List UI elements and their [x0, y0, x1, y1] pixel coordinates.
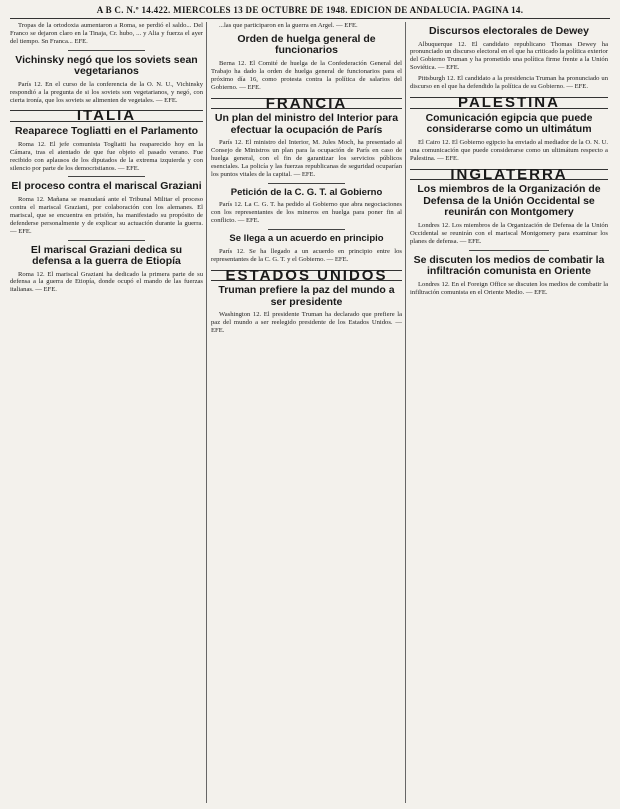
article-text: Roma 12. Mañana se reanudará ante el Tribunal Militar el proceso contra el mariscal Graziani, por colaboración con los alemanes. El mariscal, que se encuentra en prisión, ha manifestado su propósito de defenderse personalmente y de explicar su actuación durante la guerra. — EFE.	[10, 195, 203, 235]
headline: El proceso contra el mariscal Graziani	[11, 180, 202, 193]
article-text: Albuquerque 12. El candidato republicano Thomas Dewey ha pronunciado un discurso electoral en el que ha criticado la política exterior del Gobierno Truman y ha prometido una política firme frente a la Unión Soviética. — EFE.	[410, 40, 608, 72]
section-title: FRANCIA	[211, 98, 402, 110]
headline: Petición de la C. G. T. al Gobierno	[230, 186, 383, 198]
headline: Vichinsky negó que los soviets sean vegetarianos	[15, 53, 198, 78]
column-rule	[405, 22, 406, 803]
headline: Un plan del ministro del Interior para efectuar la ocupación de París	[214, 112, 399, 136]
article-text: París 12. La C. G. T. ha pedido al Gobierno que abra negociaciones con los representantes de los mineros en huelga para poner fin al conflicto. — EFE.	[211, 201, 402, 225]
article-text: París 12. Se ha llegado a un acuerdo en principio entre los representantes de la C. G. T. y el Gobierno. — EFE.	[211, 247, 402, 263]
headline: Comunicación egipcia que puede considerarse como un ultimátum	[425, 111, 593, 136]
headline: Se llega a un acuerdo en principio	[229, 233, 384, 245]
article-text: Tropas de la ortodoxia aumentaron a Roma, se perdió el saldo... Del Franco se dejaron claro en la Tinaja, Cr. hubo, ... y Alia y fuerza el ayer del tiempo. Sn Franca... EFE.	[10, 22, 203, 45]
article-text: El Cairo 12. El Gobierno egipcio ha enviado al mediador de la O. N. U. una comunicación que puede considerarse como un ultimátum respecto a Palestina. — EFE.	[410, 138, 608, 162]
article-text: Washington 12. El presidente Truman ha declarado que prefiere la paz del mundo a ser reelegido presidente de los Estados Unidos. — EFE.	[211, 311, 402, 335]
article-text: Roma 12. El jefe comunista Togliatti ha reaparecido hoy en la Cámara, tras el atentado de que fue objeto el pasado verano. Fue recibido con aplausos de los diputados de la extrema izquierda y con silencio por parte de los democristianos. — EFE.	[10, 140, 203, 172]
separator	[268, 183, 344, 184]
headline: Se discuten los medios de combatir la infiltración comunista en Oriente	[413, 253, 605, 278]
article-text: Pittsburgh 12. El candidato a la presidencia Truman ha pronunciado un discurso en el que ha defendido la política de su Gobierno. — EFE.	[410, 75, 608, 91]
headline: El mariscal Graziani dedica su defensa a la guerra de Etiopía	[30, 243, 183, 267]
section-title: ITALIA	[10, 110, 203, 122]
article-text: Berna 12. El Comité de huelga de la Confederación General del Trabajo ha dado la orden de huelga general de funcionarios para el próximo día 16, como protesta contra la política de salarios del Gobierno. — EFE.	[211, 59, 402, 91]
article-text: Londres 12. En el Foreign Office se discuten los medios de combatir la infiltración comunista en el Oriente Medio. — EFE.	[410, 280, 608, 296]
headline: Discursos electorales de Dewey	[429, 25, 589, 37]
separator	[68, 240, 145, 241]
section-title: PALESTINA	[410, 97, 608, 109]
headline: Truman prefiere la paz del mundo a ser presidente	[218, 284, 395, 308]
section-title: INGLATERRA	[410, 169, 608, 181]
section-title: ESTADOS UNIDOS	[211, 270, 402, 282]
separator	[469, 250, 548, 251]
headline: Reaparece Togliatti en el Parlamento	[14, 125, 199, 138]
separator	[68, 50, 145, 51]
article-text: Roma 12. El mariscal Graziani ha dedicado la primera parte de su defensa a la guerra de Etiopía, donde ocupó el mando de las fuerzas italianas. — EFE.	[10, 270, 203, 294]
column-1	[10, 22, 203, 803]
article-text: París 12. En el curso de la conferencia de la O. N. U., Vichinsky respondió a la pregunta de si los soviets son vegetarianos, y negó, con cierta ironía, que los soviets se alimenten de vegetales. — EFE.	[10, 80, 203, 104]
headline: Los miembros de la Organización de Defensa de la Unión Occidental se reunirán con Montgomery	[417, 183, 601, 219]
article-text: París 12. El ministro del Interior, M. Jules Moch, ha presentado al Consejo de Ministros un plan para la ocupación de París en caso de huelga general, con el fin de garantizar los servicios públicos esenciales. La policía y las fuerzas republicanas de seguridad ocuparían los puntos vitales de la capital. — EFE.	[211, 139, 402, 179]
column-2	[211, 22, 402, 803]
headline: Orden de huelga general de funcionarios	[237, 32, 376, 57]
separator	[268, 229, 344, 230]
separator	[68, 176, 145, 177]
column-rule	[206, 22, 207, 803]
column-3	[410, 22, 608, 803]
article-text: ...las que participaron en la guerra en Argel. — EFE.	[219, 22, 358, 29]
article-text: Londres 12. Los miembros de la Organización de Defensa de la Unión Occidental se reunirán con el mariscal Montgomery para examinar los planes de defensa. — EFE.	[410, 221, 608, 245]
page-header: A B C. N.º 14.422. MIERCOLES 13 DE OCTUBRE DE 1948. EDICION DE ANDALUCIA. PAGINA 14.	[10, 4, 610, 19]
